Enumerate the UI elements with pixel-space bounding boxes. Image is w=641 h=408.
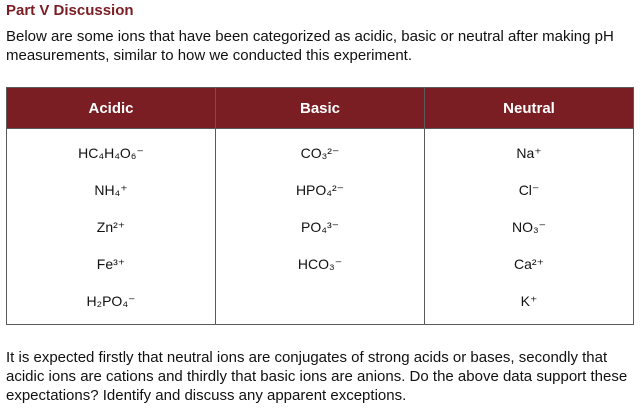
basic-ion-cell: HPO₄²⁻ xyxy=(216,172,425,209)
table-row xyxy=(7,172,634,209)
acidic-ion-cell: HC₄H₄O₆⁻ xyxy=(7,129,216,173)
neutral-ion-cell: K⁺ xyxy=(425,283,634,325)
table-row xyxy=(7,209,634,246)
header-basic: Basic xyxy=(216,88,425,129)
table-row xyxy=(7,246,634,283)
neutral-ion-cell: Ca²⁺ xyxy=(425,246,634,283)
acidic-ion-cell: Fe³⁺ xyxy=(7,246,216,283)
intro-paragraph: Below are some ions that have been categorized as acidic, basic or neutral after making pH measurements, similar to how we conducted this experiment. xyxy=(6,28,614,64)
section-heading: Part V Discussion xyxy=(6,2,134,19)
neutral-ion-cell: Cl⁻ xyxy=(425,172,634,209)
acidic-ion-cell: Zn²⁺ xyxy=(7,209,216,246)
table-row xyxy=(7,283,634,325)
basic-ion-cell: CO₃²⁻ xyxy=(216,129,425,173)
acidic-ion-cell: NH₄⁺ xyxy=(7,172,216,209)
ion-classification-table xyxy=(6,87,634,325)
table-header-row xyxy=(7,88,634,129)
table-row xyxy=(7,129,634,173)
discussion-question: It is expected firstly that neutral ions are conjugates of strong acids or bases, secondly that acidic ions are cations and thirdly that basic ions are anions. Do the above data support these expectations? Identify and discuss any apparent exceptions. xyxy=(6,349,628,404)
basic-ion-cell: PO₄³⁻ xyxy=(216,209,425,246)
basic-ion-cell: HCO₃⁻ xyxy=(216,246,425,283)
basic-ion-cell xyxy=(216,283,425,325)
neutral-ion-cell: Na⁺ xyxy=(425,129,634,173)
header-neutral: Neutral xyxy=(425,88,634,129)
header-acidic: Acidic xyxy=(7,88,216,129)
neutral-ion-cell: NO₃⁻ xyxy=(425,209,634,246)
acidic-ion-cell: H₂PO₄⁻ xyxy=(7,283,216,325)
